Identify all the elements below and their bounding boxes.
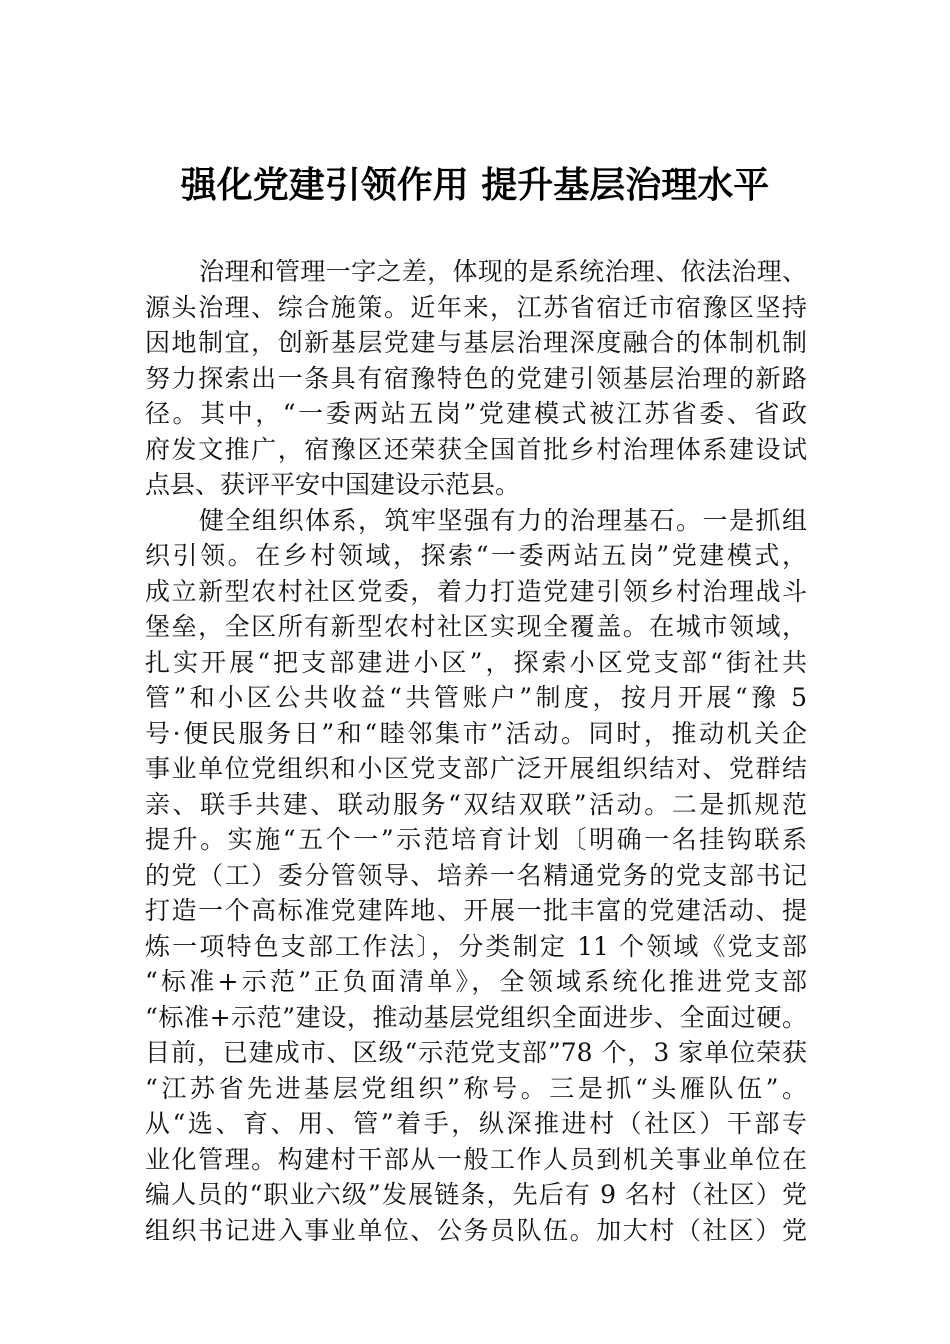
paragraph-2-line: 炼一项特色支部工作法〕，分类制定 11 个领域《党支部 xyxy=(145,931,807,961)
paragraph-2-line: “标准+示范”建设，推动基层党组织全面进步、全面过硬。 xyxy=(145,1002,807,1032)
paragraph-2-line: 亲、联手共建、联动服务“双结双联”活动。二是抓规范 xyxy=(145,789,807,819)
paragraph-1-line: 源头治理、综合施策。近年来，江苏省宿迁市宿豫区坚持 xyxy=(145,292,807,322)
document-title: 强化党建引领作用 提升基层治理水平 xyxy=(180,164,770,206)
paragraph-2-line: 健全组织体系，筑牢坚强有力的治理基石。一是抓组 xyxy=(199,505,807,535)
paragraph-2-line: 号·便民服务日”和“睦邻集市”活动。同时，推动机关企 xyxy=(145,718,807,748)
paragraph-1-line: 径。其中，“一委两站五岗”党建模式被江苏省委、省政 xyxy=(145,399,807,428)
paragraph-2-line: 组织书记进入事业单位、公务员队伍。加大村（社区）党 xyxy=(145,1215,807,1245)
paragraph-2-line: 提升。实施“五个一”示范培育计划〔明确一名挂钩联系 xyxy=(145,825,807,854)
paragraph-2-line: 织引领。在乡村领域，探索“一委两站五岗”党建模式， xyxy=(145,541,807,570)
paragraph-2-line: “标准+示范”正负面清单》，全领域系统化推进党支部 xyxy=(145,967,807,996)
paragraph-2-line: 成立新型农村社区党委，着力打造党建引领乡村治理战斗 xyxy=(145,576,807,606)
paragraph-2-line: 编人员的“职业六级”发展链条，先后有 9 名村（社区）党 xyxy=(145,1180,807,1209)
paragraph-2-line: 管”和小区公共收益“共管账户”制度，按月开展“豫 5 xyxy=(145,683,807,712)
document-body xyxy=(145,254,807,1248)
paragraph-2-line: 扎实开展“把支部建进小区”，探索小区党支部“街社共 xyxy=(145,647,807,677)
paragraph-2-line: 从“选、育、用、管”着手，纵深推进村（社区）干部专 xyxy=(145,1109,807,1138)
paragraph-2-line: 堡垒，全区所有新型农村社区实现全覆盖。在城市领域， xyxy=(145,612,807,641)
paragraph-1-line: 府发文推广，宿豫区还荣获全国首批乡村治理体系建设试 xyxy=(145,434,807,464)
paragraph-2-line: 目前，已建成市、区级“示范党支部”78 个，3 家单位荣获 xyxy=(145,1038,807,1067)
paragraph-1-line: 因地制宜，创新基层党建与基层治理深度融合的体制机制 xyxy=(145,328,807,357)
paragraph-2-line: 的党（工）委分管领导、培养一名精通党务的党支部书记 xyxy=(145,860,807,890)
paragraph-1-line: 努力探索出一条具有宿豫特色的党建引领基层治理的新路 xyxy=(145,363,807,393)
paragraph-2-line: 事业单位党组织和小区党支部广泛开展组织结对、党群结 xyxy=(145,754,807,783)
paragraph-1-line: 点县、获评平安中国建设示范县。 xyxy=(145,470,521,499)
paragraph-2-line: 打造一个高标准党建阵地、开展一批丰富的党建活动、提 xyxy=(145,896,807,925)
paragraph-2-line: “江苏省先进基层党组织”称号。三是抓“头雁队伍”。 xyxy=(145,1073,807,1103)
paragraph-1-line: 治理和管理一字之差，体现的是系统治理、依法治理、 xyxy=(199,257,807,286)
paragraph-2-line: 业化管理。构建村干部从一般工作人员到机关事业单位在 xyxy=(145,1144,807,1174)
